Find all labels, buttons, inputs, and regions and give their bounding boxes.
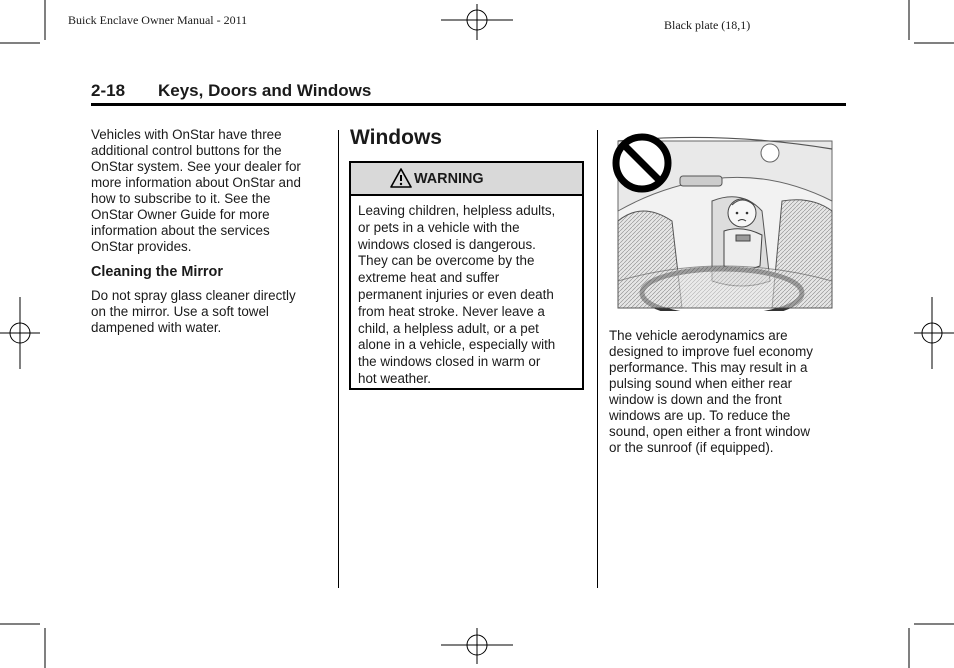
text-line: more information about OnStar and <box>91 175 301 190</box>
section-title: Keys, Doors and Windows <box>158 81 372 100</box>
plate-right-text: Black plate (18,1) <box>664 18 751 32</box>
text-line: or the sunroof (if equipped). <box>609 440 774 455</box>
text-line: from heat stroke. Never leave a <box>358 303 545 319</box>
text-line: Vehicles with OnStar have three <box>91 127 282 142</box>
text-line: The vehicle aerodynamics are <box>609 328 788 343</box>
windows-heading: Windows <box>350 126 442 149</box>
text-line: OnStar Owner Guide for more <box>91 207 270 222</box>
warning-header <box>351 163 582 196</box>
text-line: information about the services <box>91 223 270 238</box>
text-line: child, a helpless adult, or a pet <box>358 320 539 336</box>
text-line: OnStar provides. <box>91 239 192 254</box>
text-line: hot weather. <box>358 370 431 386</box>
text-line: the windows closed in warm or <box>358 354 541 370</box>
page-header <box>91 81 846 106</box>
warning-label: WARNING <box>414 171 484 187</box>
text-line: extreme heat and suffer <box>358 270 500 286</box>
text-line: windows are up. To reduce the <box>609 408 791 423</box>
cleaning-mirror-heading: Cleaning the Mirror <box>91 264 223 280</box>
text-line: They can be overcome by the <box>358 253 535 269</box>
page-number: 2-18 <box>91 81 126 100</box>
warning-text <box>358 203 580 388</box>
text-line: performance. This may result in a <box>609 360 808 375</box>
text-line: how to subscribe to it. See the <box>91 191 271 206</box>
column-divider-right <box>597 130 598 588</box>
child-in-car-illustration <box>612 131 834 311</box>
column-divider-left <box>338 130 339 588</box>
text-line: windows closed is dangerous. <box>358 236 536 252</box>
text-line: dampened with water. <box>91 320 222 335</box>
text-line: pulsing sound when either rear <box>609 376 793 391</box>
text-line: or pets in a vehicle with the <box>358 219 520 235</box>
aerodynamics-paragraph <box>609 328 849 456</box>
text-line: on the mirror. Use a soft towel <box>91 304 269 319</box>
text-line: OnStar system. See your dealer for <box>91 159 301 174</box>
text-line: Do not spray glass cleaner directly <box>91 288 296 303</box>
no-symbol-icon <box>616 137 668 189</box>
text-line: designed to improve fuel economy <box>609 344 813 359</box>
warning-triangle-icon <box>390 168 412 188</box>
cleaning-mirror-paragraph <box>91 288 331 336</box>
text-line: sound, open either a front window <box>609 424 810 439</box>
text-line: window is down and the front <box>609 392 782 407</box>
warning-box <box>349 161 584 390</box>
text-line: Leaving children, helpless adults, <box>358 203 556 218</box>
onstar-paragraph <box>91 127 331 255</box>
plate-left-text: Buick Enclave Owner Manual - 2011 <box>68 13 248 27</box>
text-line: additional control buttons for the <box>91 143 282 158</box>
text-line: alone in a vehicle, especially with <box>358 337 556 353</box>
text-line: permanent injuries or even death <box>358 286 554 302</box>
